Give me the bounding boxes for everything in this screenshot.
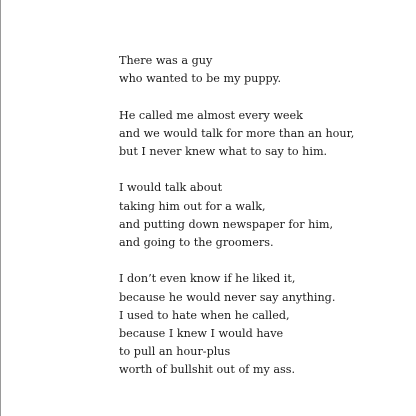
poem-line: who wanted to be my puppy. bbox=[119, 72, 282, 86]
stanza-4 bbox=[119, 270, 409, 379]
poem-line: to pull an hour-plus bbox=[119, 345, 231, 359]
poem-line: because he would never say anything. bbox=[119, 290, 336, 304]
poem-body bbox=[119, 52, 409, 380]
poem-line: and putting down newspaper for him, bbox=[119, 217, 334, 231]
poem-line: but I never knew what to say to him. bbox=[119, 145, 328, 158]
poem-line: I used to hate when he called, bbox=[119, 308, 290, 322]
poem-line: taking him out for a walk, bbox=[119, 199, 266, 213]
poem-line: I would talk about bbox=[119, 181, 223, 195]
poem-line: and we would talk for more than an hour, bbox=[119, 126, 355, 140]
poem-line: worth of bullshit out of my ass. bbox=[119, 363, 296, 377]
poem-line: I don’t even know if he liked it, bbox=[119, 272, 296, 286]
stanza-1 bbox=[119, 52, 409, 88]
poem-line: and going to the groomers. bbox=[119, 236, 274, 249]
poem-line: There was a guy bbox=[119, 54, 213, 67]
stanza-3 bbox=[119, 179, 409, 252]
stanza-2 bbox=[119, 107, 409, 162]
poem-line: because I knew I would have bbox=[119, 327, 284, 340]
poem-line: He called me almost every week bbox=[119, 108, 303, 122]
